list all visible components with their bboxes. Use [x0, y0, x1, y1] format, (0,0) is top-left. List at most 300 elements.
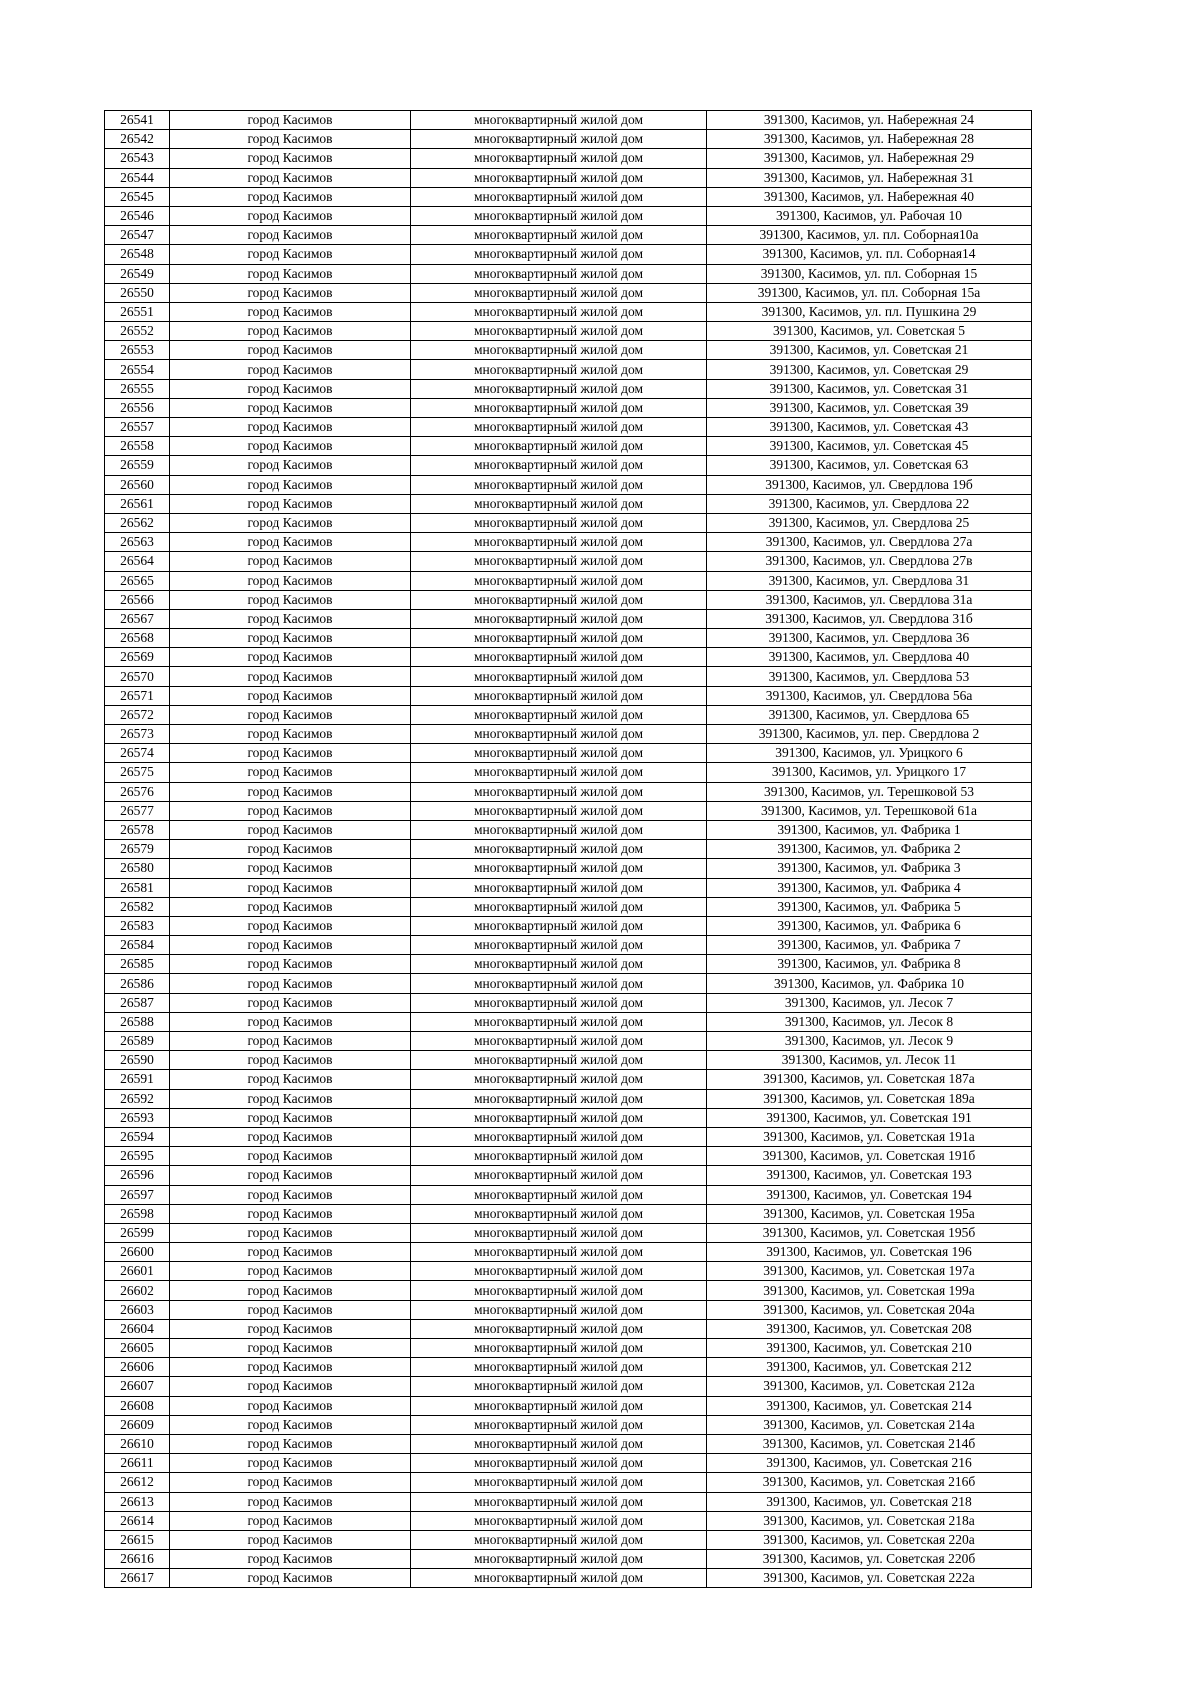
address-cell: 391300, Касимов, ул. Свердлова 31б — [707, 609, 1032, 628]
record-number-cell: 26565 — [105, 571, 170, 590]
address-cell: 391300, Касимов, ул. Фабрика 8 — [707, 955, 1032, 974]
record-number-cell: 26604 — [105, 1319, 170, 1338]
address-cell: 391300, Касимов, ул. Советская 199а — [707, 1281, 1032, 1300]
building-type-cell: многоквартирный жилой дом — [411, 686, 707, 705]
address-cell: 391300, Касимов, ул. Советская 214б — [707, 1434, 1032, 1453]
table-row — [105, 437, 1032, 456]
table-row — [105, 1492, 1032, 1511]
building-type-cell: многоквартирный жилой дом — [411, 302, 707, 321]
record-number-cell: 26573 — [105, 725, 170, 744]
building-type-cell: многоквартирный жилой дом — [411, 149, 707, 168]
record-number-cell: 26600 — [105, 1243, 170, 1262]
building-type-cell: многоквартирный жилой дом — [411, 1127, 707, 1146]
address-cell: 391300, Касимов, ул. Советская 195а — [707, 1204, 1032, 1223]
record-number-cell: 26556 — [105, 398, 170, 417]
record-number-cell: 26552 — [105, 322, 170, 341]
address-cell: 391300, Касимов, ул. Советская 21 — [707, 341, 1032, 360]
address-cell: 391300, Касимов, ул. Фабрика 6 — [707, 916, 1032, 935]
address-cell: 391300, Касимов, ул. пер. Свердлова 2 — [707, 725, 1032, 744]
building-type-cell: многоквартирный жилой дом — [411, 341, 707, 360]
table-row — [105, 571, 1032, 590]
table-row — [105, 513, 1032, 532]
record-number-cell: 26541 — [105, 111, 170, 130]
record-number-cell: 26569 — [105, 648, 170, 667]
address-cell: 391300, Касимов, ул. Лесок 7 — [707, 993, 1032, 1012]
record-number-cell: 26548 — [105, 245, 170, 264]
address-cell: 391300, Касимов, ул. Фабрика 5 — [707, 897, 1032, 916]
building-type-cell: многоквартирный жилой дом — [411, 916, 707, 935]
building-type-cell: многоквартирный жилой дом — [411, 1415, 707, 1434]
table-row — [105, 859, 1032, 878]
record-number-cell: 26599 — [105, 1223, 170, 1242]
city-cell: город Касимов — [170, 955, 411, 974]
table-row — [105, 1204, 1032, 1223]
building-type-cell: многоквартирный жилой дом — [411, 1204, 707, 1223]
table-row — [105, 302, 1032, 321]
city-cell: город Касимов — [170, 283, 411, 302]
city-cell: город Касимов — [170, 936, 411, 955]
city-cell: город Касимов — [170, 590, 411, 609]
address-cell: 391300, Касимов, ул. Свердлова 27а — [707, 533, 1032, 552]
table-row — [105, 725, 1032, 744]
table-row — [105, 341, 1032, 360]
record-number-cell: 26612 — [105, 1473, 170, 1492]
building-type-cell: многоквартирный жилой дом — [411, 1243, 707, 1262]
record-number-cell: 26602 — [105, 1281, 170, 1300]
table-row — [105, 1569, 1032, 1588]
record-number-cell: 26567 — [105, 609, 170, 628]
address-cell: 391300, Касимов, ул. Свердлова 56а — [707, 686, 1032, 705]
city-cell: город Касимов — [170, 360, 411, 379]
address-cell: 391300, Касимов, ул. Фабрика 10 — [707, 974, 1032, 993]
city-cell: город Касимов — [170, 744, 411, 763]
table-row — [105, 1012, 1032, 1031]
record-number-cell: 26584 — [105, 936, 170, 955]
building-type-cell: многоквартирный жилой дом — [411, 820, 707, 839]
city-cell: город Касимов — [170, 341, 411, 360]
city-cell: город Касимов — [170, 1089, 411, 1108]
building-type-cell: многоквартирный жилой дом — [411, 1492, 707, 1511]
record-number-cell: 26563 — [105, 533, 170, 552]
table-row — [105, 1089, 1032, 1108]
table-row — [105, 955, 1032, 974]
record-number-cell: 26562 — [105, 513, 170, 532]
building-type-cell: многоквартирный жилой дом — [411, 1339, 707, 1358]
building-type-cell: многоквартирный жилой дом — [411, 533, 707, 552]
record-number-cell: 26560 — [105, 475, 170, 494]
record-number-cell: 26597 — [105, 1185, 170, 1204]
table-row — [105, 648, 1032, 667]
city-cell: город Касимов — [170, 897, 411, 916]
table-row — [105, 379, 1032, 398]
building-type-cell: многоквартирный жилой дом — [411, 840, 707, 859]
address-cell: 391300, Касимов, ул. Советская 195б — [707, 1223, 1032, 1242]
table-row — [105, 245, 1032, 264]
city-cell: город Касимов — [170, 513, 411, 532]
table-row — [105, 398, 1032, 417]
record-number-cell: 26610 — [105, 1434, 170, 1453]
city-cell: город Касимов — [170, 226, 411, 245]
building-type-cell: многоквартирный жилой дом — [411, 1032, 707, 1051]
address-cell: 391300, Касимов, ул. Лесок 8 — [707, 1012, 1032, 1031]
record-number-cell: 26575 — [105, 763, 170, 782]
record-number-cell: 26576 — [105, 782, 170, 801]
city-cell: город Касимов — [170, 782, 411, 801]
building-type-cell: многоквартирный жилой дом — [411, 1434, 707, 1453]
city-cell: город Касимов — [170, 1070, 411, 1089]
city-cell: город Касимов — [170, 1300, 411, 1319]
table-row — [105, 686, 1032, 705]
city-cell: город Касимов — [170, 629, 411, 648]
record-number-cell: 26571 — [105, 686, 170, 705]
city-cell: город Касимов — [170, 1243, 411, 1262]
table-row — [105, 418, 1032, 437]
building-type-cell: многоквартирный жилой дом — [411, 1300, 707, 1319]
table-row — [105, 206, 1032, 225]
building-type-cell: многоквартирный жилой дом — [411, 1530, 707, 1549]
record-number-cell: 26570 — [105, 667, 170, 686]
address-cell: 391300, Касимов, ул. Советская 204а — [707, 1300, 1032, 1319]
building-type-cell: многоквартирный жилой дом — [411, 264, 707, 283]
table-row — [105, 149, 1032, 168]
table-row — [105, 705, 1032, 724]
city-cell: город Касимов — [170, 322, 411, 341]
table-row — [105, 1511, 1032, 1530]
building-type-cell: многоквартирный жилой дом — [411, 322, 707, 341]
address-cell: 391300, Касимов, ул. пл. Пушкина 29 — [707, 302, 1032, 321]
table-row — [105, 1377, 1032, 1396]
city-cell: город Касимов — [170, 302, 411, 321]
building-type-cell: многоквартирный жилой дом — [411, 1262, 707, 1281]
record-number-cell: 26608 — [105, 1396, 170, 1415]
city-cell: город Касимов — [170, 725, 411, 744]
building-type-cell: многоквартирный жилой дом — [411, 725, 707, 744]
address-cell: 391300, Касимов, ул. Советская 216 — [707, 1454, 1032, 1473]
address-cell: 391300, Касимов, ул. Советская 218 — [707, 1492, 1032, 1511]
city-cell: город Касимов — [170, 1281, 411, 1300]
building-type-cell: многоквартирный жилой дом — [411, 1319, 707, 1338]
city-cell: город Касимов — [170, 705, 411, 724]
record-number-cell: 26583 — [105, 916, 170, 935]
building-type-cell: многоквартирный жилой дом — [411, 763, 707, 782]
city-cell: город Касимов — [170, 840, 411, 859]
building-type-cell: многоквартирный жилой дом — [411, 1051, 707, 1070]
address-cell: 391300, Касимов, ул. пл. Соборная10а — [707, 226, 1032, 245]
city-cell: город Касимов — [170, 552, 411, 571]
address-cell: 391300, Касимов, ул. Советская 196 — [707, 1243, 1032, 1262]
city-cell: город Касимов — [170, 878, 411, 897]
building-type-cell: многоквартирный жилой дом — [411, 398, 707, 417]
record-number-cell: 26559 — [105, 456, 170, 475]
address-cell: 391300, Касимов, ул. Урицкого 6 — [707, 744, 1032, 763]
city-cell: город Касимов — [170, 1530, 411, 1549]
table-row — [105, 187, 1032, 206]
building-type-cell: многоквартирный жилой дом — [411, 705, 707, 724]
record-number-cell: 26558 — [105, 437, 170, 456]
record-number-cell: 26555 — [105, 379, 170, 398]
table-row — [105, 1281, 1032, 1300]
table-row — [105, 897, 1032, 916]
record-number-cell: 26543 — [105, 149, 170, 168]
address-cell: 391300, Касимов, ул. Рабочая 10 — [707, 206, 1032, 225]
record-number-cell: 26557 — [105, 418, 170, 437]
address-cell: 391300, Касимов, ул. Фабрика 2 — [707, 840, 1032, 859]
city-cell: город Касимов — [170, 686, 411, 705]
table-row — [105, 283, 1032, 302]
building-type-cell: многоквартирный жилой дом — [411, 667, 707, 686]
table-row — [105, 552, 1032, 571]
address-cell: 391300, Касимов, ул. Лесок 11 — [707, 1051, 1032, 1070]
city-cell: город Касимов — [170, 456, 411, 475]
city-cell: город Касимов — [170, 1223, 411, 1242]
city-cell: город Касимов — [170, 1185, 411, 1204]
table-row — [105, 763, 1032, 782]
building-type-cell: многоквартирный жилой дом — [411, 609, 707, 628]
city-cell: город Касимов — [170, 1358, 411, 1377]
record-number-cell: 26580 — [105, 859, 170, 878]
record-number-cell: 26586 — [105, 974, 170, 993]
building-type-cell: многоквартирный жилой дом — [411, 245, 707, 264]
table-row — [105, 609, 1032, 628]
record-number-cell: 26549 — [105, 264, 170, 283]
address-cell: 391300, Касимов, ул. Свердлова 53 — [707, 667, 1032, 686]
city-cell: город Касимов — [170, 1396, 411, 1415]
table-row — [105, 226, 1032, 245]
city-cell: город Касимов — [170, 974, 411, 993]
record-number-cell: 26564 — [105, 552, 170, 571]
address-cell: 391300, Касимов, ул. Набережная 28 — [707, 130, 1032, 149]
table-row — [105, 1070, 1032, 1089]
building-type-cell: многоквартирный жилой дом — [411, 1147, 707, 1166]
table-row — [105, 264, 1032, 283]
building-type-cell: многоквартирный жилой дом — [411, 111, 707, 130]
address-cell: 391300, Касимов, ул. Терешковой 61а — [707, 801, 1032, 820]
address-table-body — [105, 111, 1032, 1588]
city-cell: город Касимов — [170, 1569, 411, 1588]
city-cell: город Касимов — [170, 763, 411, 782]
address-table — [104, 110, 1032, 1588]
city-cell: город Касимов — [170, 1339, 411, 1358]
city-cell: город Касимов — [170, 609, 411, 628]
record-number-cell: 26582 — [105, 897, 170, 916]
building-type-cell: многоквартирный жилой дом — [411, 1070, 707, 1089]
record-number-cell: 26585 — [105, 955, 170, 974]
record-number-cell: 26614 — [105, 1511, 170, 1530]
record-number-cell: 26596 — [105, 1166, 170, 1185]
building-type-cell: многоквартирный жилой дом — [411, 475, 707, 494]
record-number-cell: 26579 — [105, 840, 170, 859]
city-cell: город Касимов — [170, 1550, 411, 1569]
table-row — [105, 1300, 1032, 1319]
table-row — [105, 974, 1032, 993]
table-row — [105, 1415, 1032, 1434]
building-type-cell: многоквартирный жилой дом — [411, 513, 707, 532]
address-cell: 391300, Касимов, ул. Советская 45 — [707, 437, 1032, 456]
building-type-cell: многоквартирный жилой дом — [411, 1108, 707, 1127]
city-cell: город Касимов — [170, 1319, 411, 1338]
building-type-cell: многоквартирный жилой дом — [411, 648, 707, 667]
record-number-cell: 26607 — [105, 1377, 170, 1396]
table-row — [105, 1243, 1032, 1262]
table-row — [105, 1262, 1032, 1281]
city-cell: город Касимов — [170, 1127, 411, 1146]
city-cell: город Касимов — [170, 533, 411, 552]
table-row — [105, 629, 1032, 648]
address-cell: 391300, Касимов, ул. Фабрика 1 — [707, 820, 1032, 839]
building-type-cell: многоквартирный жилой дом — [411, 629, 707, 648]
city-cell: город Касимов — [170, 1108, 411, 1127]
table-row — [105, 801, 1032, 820]
table-row — [105, 840, 1032, 859]
city-cell: город Касимов — [170, 993, 411, 1012]
city-cell: город Касимов — [170, 1415, 411, 1434]
building-type-cell: многоквартирный жилой дом — [411, 187, 707, 206]
record-number-cell: 26609 — [105, 1415, 170, 1434]
address-cell: 391300, Касимов, ул. Лесок 9 — [707, 1032, 1032, 1051]
city-cell: город Касимов — [170, 916, 411, 935]
building-type-cell: многоквартирный жилой дом — [411, 168, 707, 187]
table-row — [105, 1147, 1032, 1166]
building-type-cell: многоквартирный жилой дом — [411, 379, 707, 398]
building-type-cell: многоквартирный жилой дом — [411, 1166, 707, 1185]
record-number-cell: 26542 — [105, 130, 170, 149]
city-cell: город Касимов — [170, 475, 411, 494]
city-cell: город Касимов — [170, 1492, 411, 1511]
city-cell: город Касимов — [170, 1434, 411, 1453]
record-number-cell: 26598 — [105, 1204, 170, 1223]
building-type-cell: многоквартирный жилой дом — [411, 437, 707, 456]
address-cell: 391300, Касимов, ул. Свердлова 25 — [707, 513, 1032, 532]
building-type-cell: многоквартирный жилой дом — [411, 859, 707, 878]
record-number-cell: 26616 — [105, 1550, 170, 1569]
record-number-cell: 26568 — [105, 629, 170, 648]
table-row — [105, 494, 1032, 513]
address-cell: 391300, Касимов, ул. Набережная 40 — [707, 187, 1032, 206]
city-cell: город Касимов — [170, 379, 411, 398]
city-cell: город Касимов — [170, 1262, 411, 1281]
city-cell: город Касимов — [170, 571, 411, 590]
record-number-cell: 26545 — [105, 187, 170, 206]
building-type-cell: многоквартирный жилой дом — [411, 782, 707, 801]
record-number-cell: 26613 — [105, 1492, 170, 1511]
address-cell: 391300, Касимов, ул. Советская 208 — [707, 1319, 1032, 1338]
city-cell: город Касимов — [170, 1147, 411, 1166]
address-cell: 391300, Касимов, ул. Советская 31 — [707, 379, 1032, 398]
table-row — [105, 475, 1032, 494]
table-row — [105, 168, 1032, 187]
building-type-cell: многоквартирный жилой дом — [411, 418, 707, 437]
city-cell: город Касимов — [170, 859, 411, 878]
address-cell: 391300, Касимов, ул. Фабрика 3 — [707, 859, 1032, 878]
building-type-cell: многоквартирный жилой дом — [411, 552, 707, 571]
city-cell: город Касимов — [170, 149, 411, 168]
address-cell: 391300, Касимов, ул. Советская 193 — [707, 1166, 1032, 1185]
table-row — [105, 1319, 1032, 1338]
address-cell: 391300, Касимов, ул. пл. Соборная 15 — [707, 264, 1032, 283]
record-number-cell: 26611 — [105, 1454, 170, 1473]
address-cell: 391300, Касимов, ул. Свердлова 40 — [707, 648, 1032, 667]
table-row — [105, 916, 1032, 935]
table-row — [105, 111, 1032, 130]
city-cell: город Касимов — [170, 648, 411, 667]
record-number-cell: 26566 — [105, 590, 170, 609]
record-number-cell: 26601 — [105, 1262, 170, 1281]
address-cell: 391300, Касимов, ул. Советская 220б — [707, 1550, 1032, 1569]
building-type-cell: многоквартирный жилой дом — [411, 1089, 707, 1108]
building-type-cell: многоквартирный жилой дом — [411, 878, 707, 897]
record-number-cell: 26591 — [105, 1070, 170, 1089]
table-row — [105, 1223, 1032, 1242]
address-cell: 391300, Касимов, ул. Набережная 29 — [707, 149, 1032, 168]
record-number-cell: 26617 — [105, 1569, 170, 1588]
table-row — [105, 1051, 1032, 1070]
city-cell: город Касимов — [170, 801, 411, 820]
building-type-cell: многоквартирный жилой дом — [411, 1454, 707, 1473]
building-type-cell: многоквартирный жилой дом — [411, 936, 707, 955]
building-type-cell: многоквартирный жилой дом — [411, 801, 707, 820]
address-cell: 391300, Касимов, ул. Советская 43 — [707, 418, 1032, 437]
address-cell: 391300, Касимов, ул. Терешковой 53 — [707, 782, 1032, 801]
building-type-cell: многоквартирный жилой дом — [411, 283, 707, 302]
address-cell: 391300, Касимов, ул. Советская 191а — [707, 1127, 1032, 1146]
record-number-cell: 26605 — [105, 1339, 170, 1358]
table-row — [105, 1434, 1032, 1453]
building-type-cell: многоквартирный жилой дом — [411, 571, 707, 590]
record-number-cell: 26590 — [105, 1051, 170, 1070]
table-row — [105, 744, 1032, 763]
record-number-cell: 26603 — [105, 1300, 170, 1319]
building-type-cell: многоквартирный жилой дом — [411, 1223, 707, 1242]
address-cell: 391300, Касимов, ул. Советская 218а — [707, 1511, 1032, 1530]
record-number-cell: 26547 — [105, 226, 170, 245]
address-cell: 391300, Касимов, ул. Набережная 24 — [707, 111, 1032, 130]
address-cell: 391300, Касимов, ул. Свердлова 22 — [707, 494, 1032, 513]
record-number-cell: 26553 — [105, 341, 170, 360]
table-row — [105, 782, 1032, 801]
table-row — [105, 1454, 1032, 1473]
building-type-cell: многоквартирный жилой дом — [411, 130, 707, 149]
record-number-cell: 26546 — [105, 206, 170, 225]
building-type-cell: многоквартирный жилой дом — [411, 206, 707, 225]
city-cell: город Касимов — [170, 187, 411, 206]
record-number-cell: 26550 — [105, 283, 170, 302]
building-type-cell: многоквартирный жилой дом — [411, 1569, 707, 1588]
address-cell: 391300, Касимов, ул. Советская 214 — [707, 1396, 1032, 1415]
building-type-cell: многоквартирный жилой дом — [411, 1281, 707, 1300]
table-row — [105, 1108, 1032, 1127]
record-number-cell: 26588 — [105, 1012, 170, 1031]
address-cell: 391300, Касимов, ул. Советская 214а — [707, 1415, 1032, 1434]
building-type-cell: многоквартирный жилой дом — [411, 974, 707, 993]
record-number-cell: 26589 — [105, 1032, 170, 1051]
address-cell: 391300, Касимов, ул. Советская 212 — [707, 1358, 1032, 1377]
address-cell: 391300, Касимов, ул. Свердлова 31а — [707, 590, 1032, 609]
building-type-cell: многоквартирный жилой дом — [411, 1511, 707, 1530]
city-cell: город Касимов — [170, 1051, 411, 1070]
building-type-cell: многоквартирный жилой дом — [411, 993, 707, 1012]
address-cell: 391300, Касимов, ул. Урицкого 17 — [707, 763, 1032, 782]
address-cell: 391300, Касимов, ул. Советская 39 — [707, 398, 1032, 417]
address-cell: 391300, Касимов, ул. Свердлова 36 — [707, 629, 1032, 648]
table-row — [105, 1530, 1032, 1549]
table-row — [105, 993, 1032, 1012]
table-row — [105, 1166, 1032, 1185]
building-type-cell: многоквартирный жилой дом — [411, 360, 707, 379]
address-cell: 391300, Касимов, ул. Свердлова 19б — [707, 475, 1032, 494]
table-row — [105, 1185, 1032, 1204]
table-row — [105, 322, 1032, 341]
city-cell: город Касимов — [170, 1511, 411, 1530]
